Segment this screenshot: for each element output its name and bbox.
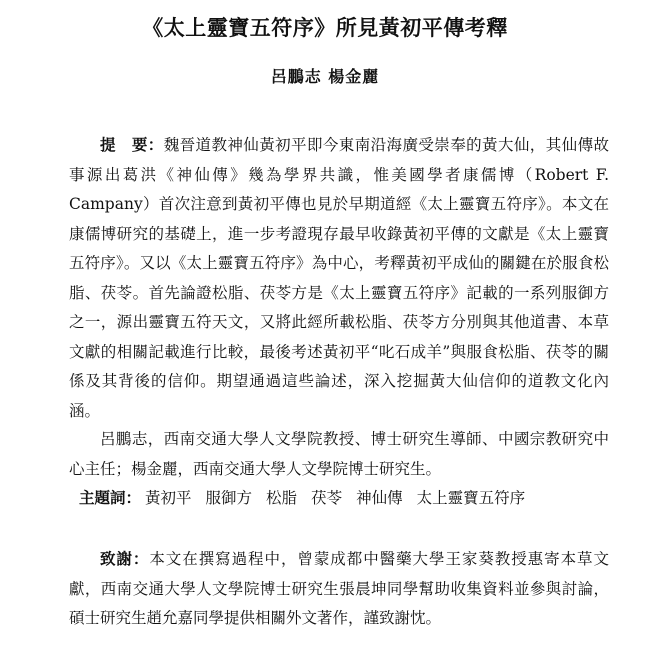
author-names: 呂鵬志 楊金麗 [270,67,380,86]
keywords-label: 主題詞： [79,489,142,507]
keyword: 松脂 [266,489,298,507]
acknowledgement-paragraph [69,545,609,634]
keyword: 太上靈寶五符序 [416,489,526,507]
abstract-paragraph [69,131,609,426]
keyword: 服御方 [205,489,253,507]
abstract-text: 魏晉道教神仙黃初平即今東南沿海廣受崇奉的黃大仙，其仙傳故事源出葛洪《神仙傳》幾為學界共識，惟美國學者康儒博（Robert F. Campany）首次注意到黃初平傳也見於早期道經《太上靈寶五符序》。本文在康儒博研究的基礎上，進一步考證現存最早收錄黃初平傳的文獻是《太上靈寶五符序》。又以《太上靈寶五符序》為中心，考釋黃初平成仙的關鍵在於服食松脂、茯苓。首先論證松脂、茯苓方是《太上靈寶五符序》記載的一系列服御方之一，源出靈寶五符天文，又將此經所載松脂、茯苓方分別與其他道書、本草文獻的相關記載進行比較，最後考述黃初平“叱石成羊”與服食松脂、茯苓的關係及其背後的信仰。期望通過這些論述，深入挖掘黃大仙信仰的道教文化內涵。 [69,136,609,420]
keyword: 神仙傳 [356,489,403,507]
acknowledgement-text: 本文在撰寫過程中，曾蒙成都中醫藥大學王家葵教授惠寄本草文獻，西南交通大學人文學院博士研究生張晨坤同學幫助收集資料並參與討論，碩士研究生趙允嘉同學提供相關外文著作，謹致謝忱。 [69,550,609,627]
keyword: 茯苓 [311,489,343,507]
keywords-line [69,484,609,514]
author-bio: 呂鵬志，西南交通大學人文學院教授、博士研究生導師、中國宗教研究中心主任；楊金麗，西南交通大學人文學院博士研究生。 [69,430,609,478]
keyword: 黃初平 [145,489,192,507]
paper-title: 《太上靈寶五符序》所見黃初平傳考釋 [142,15,508,40]
acknowledgement-label: 致謝： [100,550,150,568]
abstract-label: 提 要： [100,136,164,154]
